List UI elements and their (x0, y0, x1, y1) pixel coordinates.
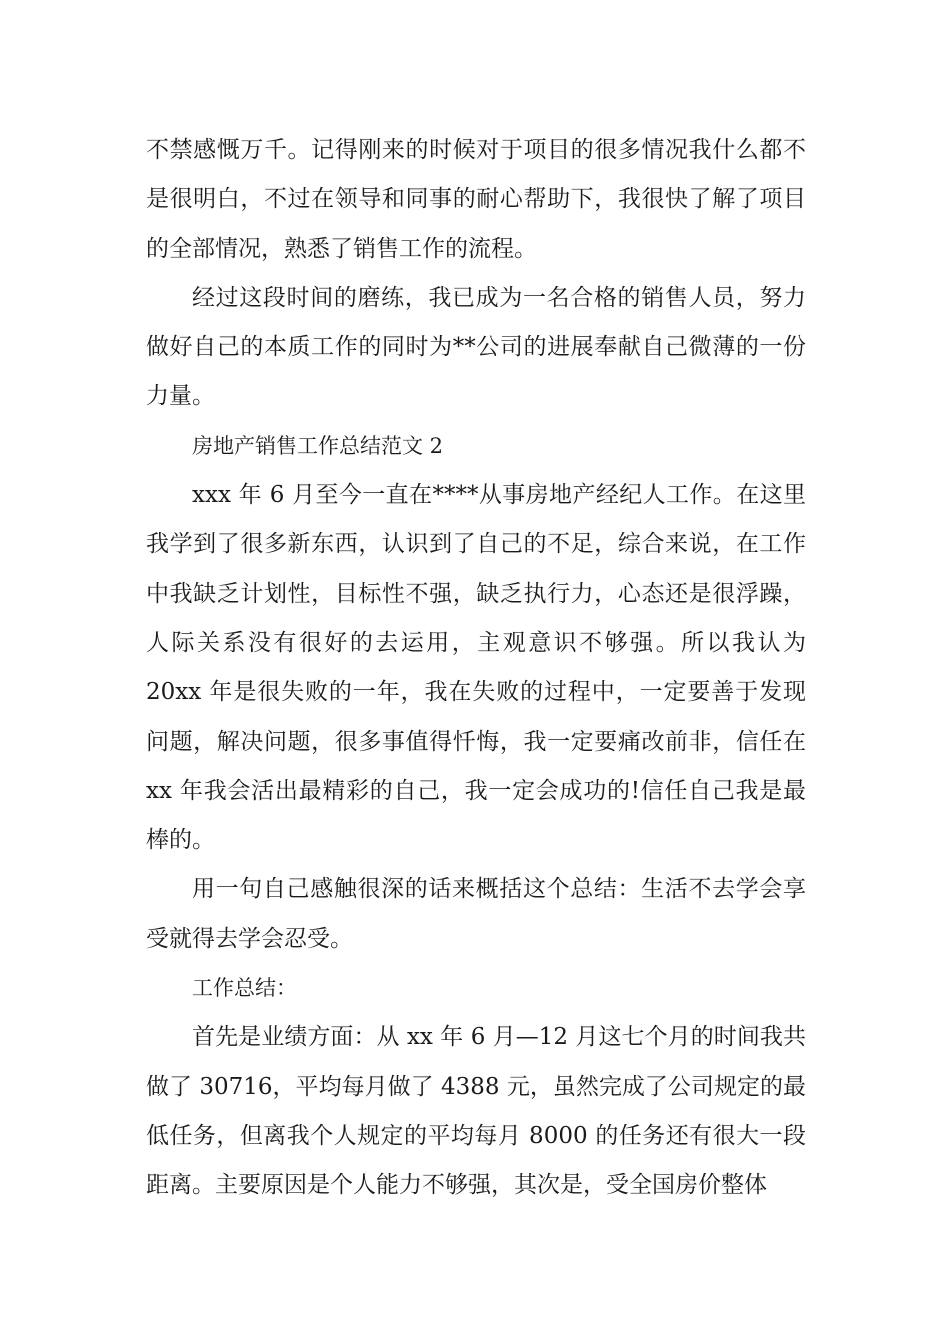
paragraph-continued-intro: 不禁感慨万千。记得刚来的时候对于项目的很多情况我什么都不是很明白，不过在领导和同事的耐心帮助下，我很快了解了项目的全部情况，熟悉了销售工作的流程。 (146, 137, 806, 262)
paragraph-performance: 首先是业绩方面：从 xx 年 6 月—12 月这七个月的时间我共做了 30716，平均每月做了 4388 元，虽然完成了公司规定的最低任务，但离我个人规定的平均每月 8000 的任务还有很大一段距离。主要原因是个人能力不够强，其次是，受全国房价整体 (146, 1024, 806, 1199)
section-heading: 房地产销售工作总结范文 2 (192, 433, 444, 458)
paragraph-training: 经过这段时间的磨练，我已成为一名合格的销售人员，努力做好自己的本质工作的同时为**公司的进展奉献自己微薄的一份力量。 (146, 284, 806, 410)
paragraph-quote: 用一句自己感触很深的话来概括这个总结：生活不去学会享受就得去学会忍受。 (146, 876, 806, 952)
document-body (146, 126, 806, 1211)
subheading-work-summary: 工作总结： (192, 976, 297, 1001)
paragraph-experience: xxx 年 6 月至今一直在****从事房地产经纪人工作。在这里我学到了很多新东西，认识到了自己的不足，综合来说，在工作中我缺乏计划性，目标性不强，缺乏执行力，心态还是很浮躁，人际关系没有很好的去运用，主观意识不够强。所以我认为 20xx 年是很失败的一年，我在失败的过程中，一定要善于发现问题，解决问题，很多事值得忏悔，我一定要痛改前非，信任在 xx 年我会活出最精彩的自己，我一定会成功的!信任自己我是最棒的。 (146, 482, 806, 854)
